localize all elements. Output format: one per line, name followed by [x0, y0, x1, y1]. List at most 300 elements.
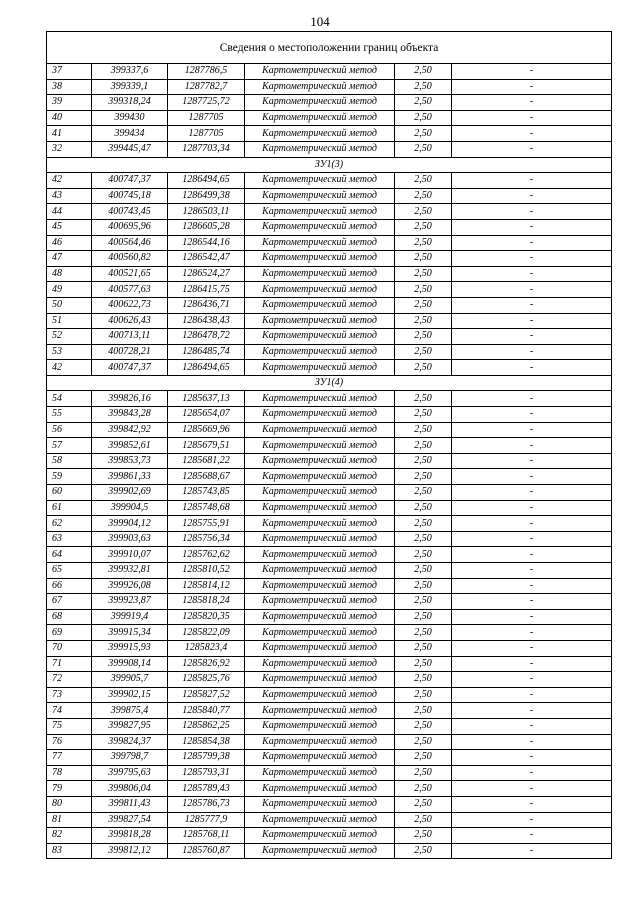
coord-x-cell: 399852,61 — [92, 438, 168, 454]
section-label: ЗУ1(4) — [47, 375, 612, 391]
table-row — [47, 516, 612, 532]
coord-x-cell: 400622,73 — [92, 297, 168, 313]
note-cell: - — [452, 297, 612, 313]
method-cell: Картометрический метод — [245, 79, 395, 95]
method-cell: Картометрический метод — [245, 95, 395, 111]
coord-x-cell: 399902,69 — [92, 485, 168, 501]
point-number-cell: 37 — [47, 64, 92, 80]
method-cell: Картометрический метод — [245, 781, 395, 797]
method-cell: Картометрический метод — [245, 563, 395, 579]
point-number-cell: 46 — [47, 235, 92, 251]
coord-x-cell: 399904,5 — [92, 500, 168, 516]
table-row — [47, 453, 612, 469]
coord-x-cell: 400713,11 — [92, 329, 168, 345]
note-cell: - — [452, 329, 612, 345]
coord-y-cell: 1285755,91 — [168, 516, 245, 532]
coord-x-cell: 399915,34 — [92, 625, 168, 641]
method-cell: Картометрический метод — [245, 266, 395, 282]
point-number-cell: 56 — [47, 422, 92, 438]
table-row — [47, 485, 612, 501]
coord-x-cell: 399902,15 — [92, 687, 168, 703]
point-number-cell: 72 — [47, 672, 92, 688]
coord-x-cell: 400521,65 — [92, 266, 168, 282]
coord-y-cell: 1287703,34 — [168, 141, 245, 157]
coord-y-cell: 1285793,31 — [168, 765, 245, 781]
coord-y-cell: 1285743,85 — [168, 485, 245, 501]
table-row — [47, 313, 612, 329]
accuracy-cell: 2,50 — [395, 703, 452, 719]
table-row — [47, 750, 612, 766]
table-row — [47, 329, 612, 345]
accuracy-cell: 2,50 — [395, 578, 452, 594]
accuracy-cell: 2,50 — [395, 297, 452, 313]
accuracy-cell: 2,50 — [395, 422, 452, 438]
table-row — [47, 563, 612, 579]
table-row — [47, 547, 612, 563]
method-cell: Картометрический метод — [245, 750, 395, 766]
point-number-cell: 81 — [47, 812, 92, 828]
method-cell: Картометрический метод — [245, 469, 395, 485]
method-cell: Картометрический метод — [245, 734, 395, 750]
table-row — [47, 95, 612, 111]
accuracy-cell: 2,50 — [395, 625, 452, 641]
method-cell: Картометрический метод — [245, 640, 395, 656]
point-number-cell: 49 — [47, 282, 92, 298]
accuracy-cell: 2,50 — [395, 188, 452, 204]
method-cell: Картометрический метод — [245, 672, 395, 688]
table-row — [47, 407, 612, 423]
note-cell: - — [452, 718, 612, 734]
note-cell: - — [452, 625, 612, 641]
point-number-cell: 66 — [47, 578, 92, 594]
method-cell: Картометрический метод — [245, 531, 395, 547]
accuracy-cell: 2,50 — [395, 563, 452, 579]
note-cell: - — [452, 141, 612, 157]
table-row — [47, 251, 612, 267]
coord-y-cell: 1286494,65 — [168, 173, 245, 189]
coord-x-cell: 399875,4 — [92, 703, 168, 719]
note-cell: - — [452, 687, 612, 703]
accuracy-cell: 2,50 — [395, 407, 452, 423]
coord-y-cell: 1285786,73 — [168, 796, 245, 812]
coord-x-cell: 399842,92 — [92, 422, 168, 438]
point-number-cell: 64 — [47, 547, 92, 563]
accuracy-cell: 2,50 — [395, 141, 452, 157]
note-cell: - — [452, 79, 612, 95]
table-row — [47, 718, 612, 734]
note-cell: - — [452, 110, 612, 126]
method-cell: Картометрический метод — [245, 282, 395, 298]
coord-x-cell: 399824,37 — [92, 734, 168, 750]
method-cell: Картометрический метод — [245, 594, 395, 610]
note-cell: - — [452, 750, 612, 766]
note-cell: - — [452, 360, 612, 376]
point-number-cell: 80 — [47, 796, 92, 812]
point-number-cell: 67 — [47, 594, 92, 610]
accuracy-cell: 2,50 — [395, 531, 452, 547]
point-number-cell: 79 — [47, 781, 92, 797]
coord-y-cell: 1286485,74 — [168, 344, 245, 360]
method-cell: Картометрический метод — [245, 110, 395, 126]
coord-x-cell: 399843,28 — [92, 407, 168, 423]
coord-y-cell: 1286478,72 — [168, 329, 245, 345]
accuracy-cell: 2,50 — [395, 812, 452, 828]
note-cell: - — [452, 563, 612, 579]
coord-x-cell: 399915,93 — [92, 640, 168, 656]
coord-x-cell: 399806,04 — [92, 781, 168, 797]
note-cell: - — [452, 453, 612, 469]
method-cell: Картометрический метод — [245, 703, 395, 719]
point-number-cell: 50 — [47, 297, 92, 313]
coord-x-cell: 400560,82 — [92, 251, 168, 267]
point-number-cell: 41 — [47, 126, 92, 142]
coord-y-cell: 1286494,65 — [168, 360, 245, 376]
note-cell: - — [452, 672, 612, 688]
accuracy-cell: 2,50 — [395, 594, 452, 610]
coord-y-cell: 1285854,38 — [168, 734, 245, 750]
note-cell: - — [452, 796, 612, 812]
accuracy-cell: 2,50 — [395, 687, 452, 703]
coord-x-cell: 399932,81 — [92, 563, 168, 579]
accuracy-cell: 2,50 — [395, 110, 452, 126]
coord-x-cell: 399827,95 — [92, 718, 168, 734]
table-row — [47, 765, 612, 781]
coord-x-cell: 399339,1 — [92, 79, 168, 95]
point-number-cell: 42 — [47, 360, 92, 376]
table-row — [47, 796, 612, 812]
table-row — [47, 219, 612, 235]
table-row — [47, 126, 612, 142]
table-row — [47, 344, 612, 360]
table-body — [47, 32, 612, 859]
table-row — [47, 204, 612, 220]
method-cell: Картометрический метод — [245, 126, 395, 142]
accuracy-cell: 2,50 — [395, 453, 452, 469]
point-number-cell: 45 — [47, 219, 92, 235]
coord-x-cell: 400695,96 — [92, 219, 168, 235]
coord-x-cell: 399430 — [92, 110, 168, 126]
coord-y-cell: 1285820,35 — [168, 609, 245, 625]
accuracy-cell: 2,50 — [395, 500, 452, 516]
point-number-cell: 73 — [47, 687, 92, 703]
section-row — [47, 157, 612, 173]
accuracy-cell: 2,50 — [395, 204, 452, 220]
note-cell: - — [452, 609, 612, 625]
accuracy-cell: 2,50 — [395, 329, 452, 345]
method-cell: Картометрический метод — [245, 313, 395, 329]
point-number-cell: 75 — [47, 718, 92, 734]
method-cell: Картометрический метод — [245, 422, 395, 438]
accuracy-cell: 2,50 — [395, 828, 452, 844]
boundary-coordinates-table — [46, 31, 612, 859]
method-cell: Картометрический метод — [245, 796, 395, 812]
table-row — [47, 110, 612, 126]
point-number-cell: 83 — [47, 843, 92, 859]
accuracy-cell: 2,50 — [395, 469, 452, 485]
coord-y-cell: 1285760,87 — [168, 843, 245, 859]
coord-y-cell: 1286524,27 — [168, 266, 245, 282]
note-cell: - — [452, 391, 612, 407]
coord-y-cell: 1285762,62 — [168, 547, 245, 563]
method-cell: Картометрический метод — [245, 64, 395, 80]
accuracy-cell: 2,50 — [395, 126, 452, 142]
coord-x-cell: 399903,63 — [92, 531, 168, 547]
point-number-cell: 60 — [47, 485, 92, 501]
table-row — [47, 500, 612, 516]
note-cell: - — [452, 843, 612, 859]
coord-x-cell: 399910,07 — [92, 547, 168, 563]
point-number-cell: 44 — [47, 204, 92, 220]
coord-y-cell: 1285688,67 — [168, 469, 245, 485]
accuracy-cell: 2,50 — [395, 219, 452, 235]
method-cell: Картометрический метод — [245, 765, 395, 781]
coord-y-cell: 1285827,52 — [168, 687, 245, 703]
accuracy-cell: 2,50 — [395, 640, 452, 656]
point-number-cell: 76 — [47, 734, 92, 750]
method-cell: Картометрический метод — [245, 656, 395, 672]
coord-y-cell: 1287725,72 — [168, 95, 245, 111]
coord-y-cell: 1287786,5 — [168, 64, 245, 80]
point-number-cell: 42 — [47, 173, 92, 189]
note-cell: - — [452, 313, 612, 329]
method-cell: Картометрический метод — [245, 812, 395, 828]
method-cell: Картометрический метод — [245, 251, 395, 267]
table-row — [47, 828, 612, 844]
accuracy-cell: 2,50 — [395, 656, 452, 672]
coord-y-cell: 1286415,75 — [168, 282, 245, 298]
accuracy-cell: 2,50 — [395, 282, 452, 298]
method-cell: Картометрический метод — [245, 407, 395, 423]
coord-x-cell: 399908,14 — [92, 656, 168, 672]
coord-x-cell: 400626,43 — [92, 313, 168, 329]
table-row — [47, 594, 612, 610]
table-title-row — [47, 32, 612, 64]
coord-y-cell: 1285810,52 — [168, 563, 245, 579]
coord-x-cell: 400747,37 — [92, 173, 168, 189]
method-cell: Картометрический метод — [245, 516, 395, 532]
table-title: Сведения о местоположении границ объекта — [47, 32, 612, 64]
method-cell: Картометрический метод — [245, 578, 395, 594]
method-cell: Картометрический метод — [245, 453, 395, 469]
coord-x-cell: 399434 — [92, 126, 168, 142]
note-cell: - — [452, 266, 612, 282]
table-row — [47, 812, 612, 828]
accuracy-cell: 2,50 — [395, 173, 452, 189]
coord-x-cell: 399861,33 — [92, 469, 168, 485]
coord-y-cell: 1285756,34 — [168, 531, 245, 547]
coord-y-cell: 1285862,25 — [168, 718, 245, 734]
method-cell: Картометрический метод — [245, 297, 395, 313]
note-cell: - — [452, 95, 612, 111]
note-cell: - — [452, 734, 612, 750]
table-row — [47, 781, 612, 797]
method-cell: Картометрический метод — [245, 687, 395, 703]
note-cell: - — [452, 344, 612, 360]
note-cell: - — [452, 204, 612, 220]
coord-x-cell: 399919,4 — [92, 609, 168, 625]
note-cell: - — [452, 531, 612, 547]
method-cell: Картометрический метод — [245, 188, 395, 204]
coord-y-cell: 1285825,76 — [168, 672, 245, 688]
table-row — [47, 438, 612, 454]
note-cell: - — [452, 188, 612, 204]
coord-x-cell: 400577,63 — [92, 282, 168, 298]
table-row — [47, 656, 612, 672]
coord-x-cell: 399811,43 — [92, 796, 168, 812]
point-number-cell: 51 — [47, 313, 92, 329]
accuracy-cell: 2,50 — [395, 266, 452, 282]
section-label: ЗУ1(3) — [47, 157, 612, 173]
coord-y-cell: 1285814,12 — [168, 578, 245, 594]
table-row — [47, 360, 612, 376]
coord-y-cell: 1287782,7 — [168, 79, 245, 95]
point-number-cell: 47 — [47, 251, 92, 267]
point-number-cell: 53 — [47, 344, 92, 360]
coord-y-cell: 1286542,47 — [168, 251, 245, 267]
point-number-cell: 55 — [47, 407, 92, 423]
table-row — [47, 235, 612, 251]
point-number-cell: 74 — [47, 703, 92, 719]
point-number-cell: 43 — [47, 188, 92, 204]
method-cell: Картометрический метод — [245, 718, 395, 734]
coord-y-cell: 1286605,28 — [168, 219, 245, 235]
coord-x-cell: 399318,24 — [92, 95, 168, 111]
method-cell: Картометрический метод — [245, 609, 395, 625]
table-row — [47, 469, 612, 485]
note-cell: - — [452, 219, 612, 235]
coord-x-cell: 399923,87 — [92, 594, 168, 610]
coord-y-cell: 1285654,07 — [168, 407, 245, 423]
coord-x-cell: 399926,08 — [92, 578, 168, 594]
note-cell: - — [452, 547, 612, 563]
method-cell: Картометрический метод — [245, 173, 395, 189]
coord-y-cell: 1285777,9 — [168, 812, 245, 828]
point-number-cell: 62 — [47, 516, 92, 532]
coord-x-cell: 399812,12 — [92, 843, 168, 859]
coord-x-cell: 399337,6 — [92, 64, 168, 80]
method-cell: Картометрический метод — [245, 235, 395, 251]
coord-x-cell: 400747,37 — [92, 360, 168, 376]
point-number-cell: 40 — [47, 110, 92, 126]
coord-y-cell: 1285826,92 — [168, 656, 245, 672]
coord-y-cell: 1286503,11 — [168, 204, 245, 220]
note-cell: - — [452, 407, 612, 423]
coord-y-cell: 1285768,11 — [168, 828, 245, 844]
table-row — [47, 609, 612, 625]
note-cell: - — [452, 812, 612, 828]
point-number-cell: 63 — [47, 531, 92, 547]
accuracy-cell: 2,50 — [395, 64, 452, 80]
coord-y-cell: 1285789,43 — [168, 781, 245, 797]
coord-x-cell: 399905,7 — [92, 672, 168, 688]
coord-y-cell: 1285679,51 — [168, 438, 245, 454]
table-row — [47, 422, 612, 438]
accuracy-cell: 2,50 — [395, 360, 452, 376]
table-row — [47, 141, 612, 157]
note-cell: - — [452, 251, 612, 267]
method-cell: Картометрический метод — [245, 141, 395, 157]
table-row — [47, 843, 612, 859]
method-cell: Картометрический метод — [245, 438, 395, 454]
note-cell: - — [452, 64, 612, 80]
coord-x-cell: 400728,21 — [92, 344, 168, 360]
coord-x-cell: 399798,7 — [92, 750, 168, 766]
note-cell: - — [452, 703, 612, 719]
point-number-cell: 59 — [47, 469, 92, 485]
coord-y-cell: 1286438,43 — [168, 313, 245, 329]
note-cell: - — [452, 640, 612, 656]
note-cell: - — [452, 485, 612, 501]
note-cell: - — [452, 594, 612, 610]
coord-y-cell: 1286436,71 — [168, 297, 245, 313]
point-number-cell: 52 — [47, 329, 92, 345]
coord-x-cell: 399818,28 — [92, 828, 168, 844]
point-number-cell: 71 — [47, 656, 92, 672]
table-row — [47, 297, 612, 313]
coord-y-cell: 1285840,77 — [168, 703, 245, 719]
coord-x-cell: 400745,18 — [92, 188, 168, 204]
coord-y-cell: 1285637,13 — [168, 391, 245, 407]
table-row — [47, 625, 612, 641]
accuracy-cell: 2,50 — [395, 765, 452, 781]
note-cell: - — [452, 500, 612, 516]
accuracy-cell: 2,50 — [395, 516, 452, 532]
accuracy-cell: 2,50 — [395, 251, 452, 267]
note-cell: - — [452, 438, 612, 454]
point-number-cell: 78 — [47, 765, 92, 781]
note-cell: - — [452, 516, 612, 532]
point-number-cell: 68 — [47, 609, 92, 625]
accuracy-cell: 2,50 — [395, 235, 452, 251]
table-row — [47, 282, 612, 298]
method-cell: Картометрический метод — [245, 625, 395, 641]
accuracy-cell: 2,50 — [395, 672, 452, 688]
point-number-cell: 61 — [47, 500, 92, 516]
note-cell: - — [452, 578, 612, 594]
table-row — [47, 578, 612, 594]
accuracy-cell: 2,50 — [395, 344, 452, 360]
note-cell: - — [452, 173, 612, 189]
coord-y-cell: 1285822,09 — [168, 625, 245, 641]
coord-y-cell: 1285748,68 — [168, 500, 245, 516]
table-row — [47, 640, 612, 656]
coord-y-cell: 1285799,38 — [168, 750, 245, 766]
coord-y-cell: 1287705 — [168, 126, 245, 142]
coord-y-cell: 1285818,24 — [168, 594, 245, 610]
point-number-cell: 32 — [47, 141, 92, 157]
accuracy-cell: 2,50 — [395, 734, 452, 750]
coord-x-cell: 399445,47 — [92, 141, 168, 157]
method-cell: Картометрический метод — [245, 547, 395, 563]
table-row — [47, 687, 612, 703]
table-row — [47, 734, 612, 750]
note-cell: - — [452, 422, 612, 438]
coord-x-cell: 400564,46 — [92, 235, 168, 251]
point-number-cell: 39 — [47, 95, 92, 111]
method-cell: Картометрический метод — [245, 828, 395, 844]
table-row — [47, 188, 612, 204]
table-row — [47, 173, 612, 189]
coord-y-cell: 1286544,16 — [168, 235, 245, 251]
coord-x-cell: 400743,45 — [92, 204, 168, 220]
coord-y-cell: 1285669,96 — [168, 422, 245, 438]
method-cell: Картометрический метод — [245, 485, 395, 501]
point-number-cell: 70 — [47, 640, 92, 656]
coord-y-cell: 1285681,22 — [168, 453, 245, 469]
point-number-cell: 69 — [47, 625, 92, 641]
coord-x-cell: 399795,63 — [92, 765, 168, 781]
section-row — [47, 375, 612, 391]
